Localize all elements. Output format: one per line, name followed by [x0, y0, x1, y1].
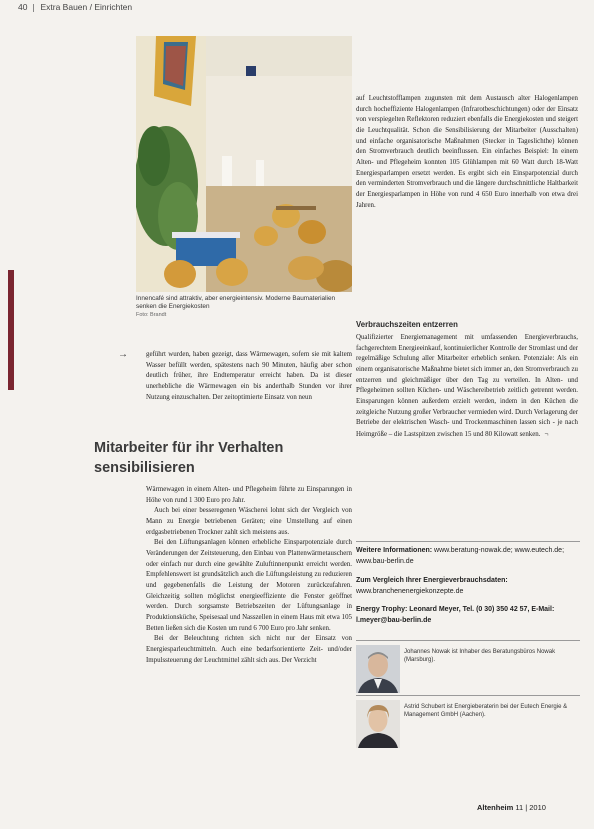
column-left-top — [146, 350, 352, 403]
portrait-image — [356, 645, 400, 693]
info-urls[interactable]: www.beratung-nowak.de; www.eutech.de; www.bau-berlin.de — [356, 547, 565, 566]
caption-text: Innencafé sind attraktiv, aber energieintensiv. Moderne Baumaterialien senken die Energiekosten — [136, 295, 336, 311]
paragraph: auf Leuchtstofflampen zugunsten mit dem Austausch alter Halogenlampen durch hocheffiziente Halogenlampen (Infrarotbeschichtungen) oder der Einsatz von verspiegelten Reflektoren reduziert ebenfalls die Energiekosten und steigert die Leuchtqualität. Schon die Sensibilisierung der Mitarbeiter (Ausschalten) und einfache organisatorische Maßnahmen (Stecker in Tageslichthe) können den Stromverbrauch deutlich beeinflussen. Ein einfaches Beispiel: In einem Alten- und Pflegeheim konnten 105 Glühlampen mit 60 Watt durch 18-Watt Energiesparlampen ersetzt werden. Es ergibt sich ein Einsparpotenzial durch den verminderten Stromverbrauch und die längere durchschnittliche Haltbarkeit der Energiesparlampen in Höhe von rund 4 650 Euro innerhalb von etwa drei Jahren. — [356, 95, 578, 209]
paragraph: geführt wurden, haben gezeigt, dass Wärmewagen, sofern sie mit kaltem Wasser befüllt werden, spätestens nach 90 Minuten, häufig aber schon deutlich früher, ihre Endtemperatur erreicht haben. Da ist dieser unerhebliche die Wärmewagen ein bis anderthalb Stunden vor ihrer Nutzung einzuschalten. Der zeitoptimierte Einsatz von neun — [146, 351, 352, 401]
author-bio-2: Astrid Schubert ist Energieberaterin bei der Eutech Energie & Management GmbH (Aachen). — [404, 704, 568, 718]
header-divider — [33, 4, 34, 12]
info-contact — [356, 604, 580, 626]
column-right-top — [356, 94, 578, 211]
author-photo-1 — [356, 645, 400, 693]
paragraph: Bei der Beleuchtung richten sich nicht nur der Einsatz von Energiesparleuchtmitteln. Auch eine bedarfsorientierte Zeit- und/oder Impulssteuerung der Leuchtmittel zählt sich aus. Der Verzicht — [146, 635, 352, 664]
divider — [356, 640, 580, 641]
divider — [356, 695, 580, 696]
divider — [356, 541, 580, 542]
column-right-bottom — [356, 333, 578, 441]
section-marker-bar — [8, 270, 14, 390]
paragraph: Wärmewagen in einem Alten- und Pflegeheim führte zu Einsparungen in Höhe von rund 1 300 Euro pro Jahr. — [146, 486, 352, 504]
photo-caption — [136, 295, 356, 320]
paragraph — [356, 333, 578, 441]
info-url[interactable]: www.branchenenergiekonzepte.de — [356, 588, 464, 596]
portrait-image — [356, 700, 400, 748]
column-left-bottom — [146, 485, 352, 666]
subheading: Verbrauchszeiten entzerren — [356, 320, 458, 329]
info-label: Zum Vergleich Ihrer Energieverbrauchsdaten: — [356, 577, 508, 584]
section-title: Extra Bauen / Einrichten — [40, 2, 133, 12]
paragraph-text: Qualifizierter Energiemanagement mit umfassenden Energieverbrauchs, fachgerechtem Energieeinkauf, kontinuierlicher Kontrolle der Stromlast und der regelmäßige Schulung aller Mitarbeiter erheblich senken. Potenziale: Als ein einem organisatorische Maßnahme bietet sich immer an, den Stromverbrauch zu entzerren und gleichmäßiger über den Tag zu verteilen. In Alten- und Pflegeheimen sollten Küchen- und Wäschereibetrieb zeitlich getrennt werden. Einsparungen können außerdem erzielt werden, indem in den Küchen die zeitgleiche Nutzung großer Verbraucher vermieden wird. Durch Verlagerung der Betriebe der elektrischen Wasch- und Trockenmaschinen lassen sich - je nach Heimgröße – die Lastspitzen zwischen 15 und 80 Kilowatt senken. — [356, 334, 578, 438]
paragraph: Bei den Lüftungsanlagen können erhebliche Einsparpotenziale durch Veränderungen der Zeitsteuerung, den Einbau von Plattenwärmetauschern oder einfach nur durch eine gewählte Zuluftinnenpunkt erreicht werden. Empfehlenswert ist grundsätzlich auch die Lüftungsleistung zu reduzieren und gegebenenfalls die Leistung der Motoren zurückzufahren. Gleichzeitig sollten möglichst energieeffiziente die Fenster geöffnet werden. Durch sorgsamste Betriebszeiten der Lüftungsanlage in Produktionsküche, Speisesaal und Nasszellen in einem Haus mit etwa 105 Betten ließen sich die Kosten um rund 6 700 Euro pro Jahr senken. — [146, 539, 352, 632]
paragraph: Auch bei einer besseregenen Wäscherei lohnt sich der Vergleich von Mann zu Energie betriebenen Geräten; eine Umstellung auf einen erdgasbetriebenen Trockner zahlt sich meistens aus. — [146, 507, 352, 536]
page-number: 40 — [18, 2, 28, 12]
magazine-name: Altenheim — [477, 803, 514, 812]
author-bio-1: Johannes Nowak ist Inhaber des Beratungsbüros Nowak (Marsburg). — [404, 649, 556, 663]
end-mark: ¬ — [544, 429, 549, 438]
photo-credit: Foto: Brandt — [136, 312, 167, 319]
info-label: Weitere Informationen: — [356, 547, 433, 554]
cafe-interior-image — [136, 36, 352, 292]
page-footer — [477, 803, 546, 812]
continuation-arrow-icon: → — [118, 349, 128, 360]
page-header — [18, 2, 132, 12]
info-comparison — [356, 575, 580, 597]
issue-number: 11 | 2010 — [515, 803, 546, 812]
info-links — [356, 545, 580, 567]
cafe-photo — [136, 36, 352, 292]
contact-line[interactable]: Energy Trophy: Leonard Meyer, Tel. (0 30) 350 42 57, E-Mail: l.meyer@bau-berlin.de — [356, 606, 555, 625]
author-photo-2 — [356, 700, 400, 748]
article-heading: Mitarbeiter für ihr Verhalten sensibilisieren — [94, 440, 284, 476]
